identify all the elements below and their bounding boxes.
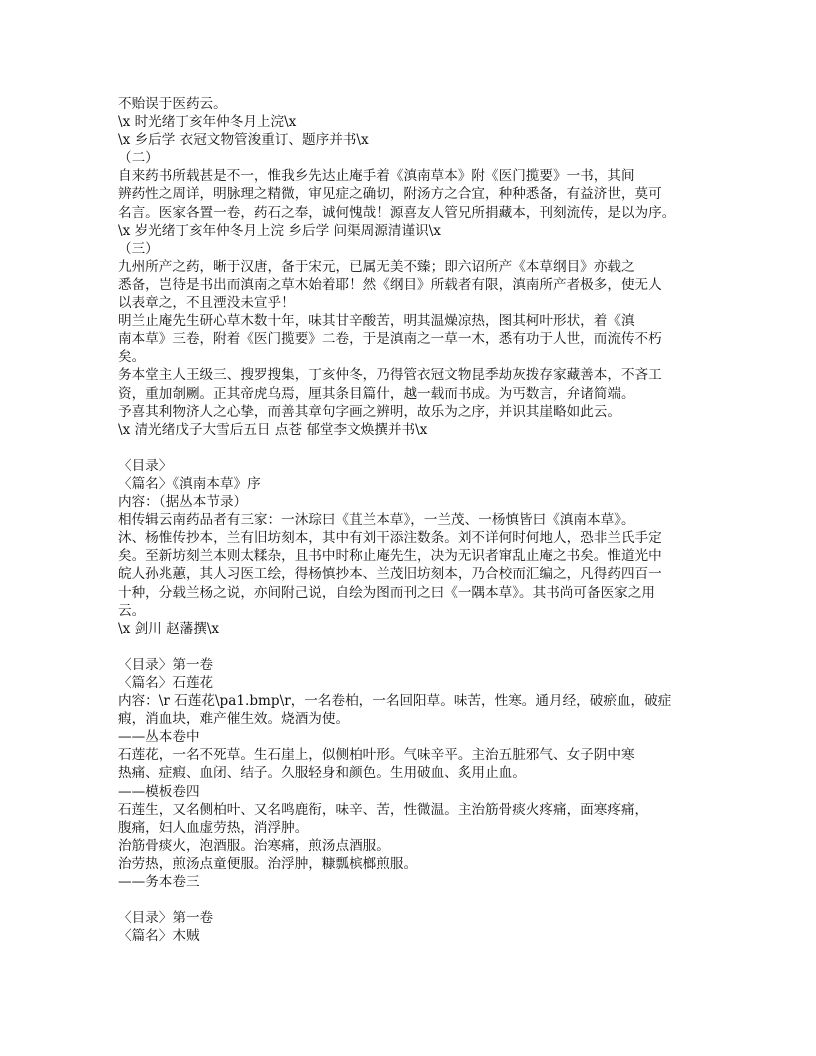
text-line: 以表章之，不且湮没未宣乎！: [118, 295, 295, 312]
date-line: \x 时光绪丁亥年仲冬月上浣\x: [118, 114, 297, 131]
text-line: 十种，分载兰杨之说，亦间附己说，自绘为图而刊之曰《一隅本草》。其书尚可备医家之用: [118, 584, 655, 601]
source-citation: ——模板卷四: [118, 783, 200, 800]
catalog-tag: 〈目录〉第一卷: [118, 656, 214, 673]
source-citation: ——务本卷三: [118, 874, 200, 891]
text-line: 石莲花，一名不死草。生石崖上，似侧柏叶形。气味辛平。主治五脏邪气、女子阴中寒: [118, 747, 635, 764]
catalog-tag: 〈目录〉: [118, 457, 173, 474]
text-line: 矣。: [118, 349, 146, 366]
signature-line: \x 剑川 赵藩撰\x: [118, 620, 220, 637]
chapter-title: 〈篇名〉石莲花: [118, 675, 214, 691]
blank-line: [118, 439, 708, 457]
text-line: 矣。至新坊刻兰本则太糅杂，且书中时称止庵先生，决为无识者窜乱止庵之书矣。惟道光中: [118, 548, 662, 565]
text-line: 热痛、症瘕、血闭、结子。久服轻身和颜色。生用破血、炙用止血。: [118, 765, 526, 782]
text-line: 相传辑云南药品者有三家：一沐琮曰《苴兰本草》，一兰茂、一杨慎皆曰《滇南本草》。: [118, 512, 635, 529]
blank-line: [118, 891, 708, 909]
text-line: 务本堂主人王级三、搜罗搜集，丁亥仲冬，乃得管衣冠文物昆季劫灰拨存家藏善本，不吝工: [118, 367, 662, 384]
section-heading: （二）: [118, 150, 159, 167]
text-line: 治劳热，煎汤点童便服。治浮肿，糠瓢槟榔煎服。: [118, 855, 418, 872]
text-line: 悉备，岂待是书出而滇南之草木始着耶！然《纲目》所载者有限，滇南所产者极多，使无人: [118, 276, 662, 293]
chapter-title: 〈篇名〉木贼: [118, 928, 200, 945]
text-line: 瘕，消血块，难产催生效。烧酒为使。: [118, 711, 350, 728]
text-line: 九州所产之药，晰于汉唐，备于宋元，已属无美不臻；即六诏所产《本草纲目》亦载之: [118, 258, 635, 275]
signature-line: \x 岁光绪丁亥年仲冬月上浣 乡后学 问渠周源清谨识\x: [118, 222, 441, 239]
text-line: 治筋骨痰火，泡酒服。治寒痛，煎汤点酒服。: [118, 837, 390, 854]
text-line: 腹痛，妇人血虚劳热，消浮肿。: [118, 819, 309, 836]
content-label: 内容：（据丛本节录）: [118, 494, 248, 511]
text-line: 云。: [118, 602, 146, 619]
section-heading: （三）: [118, 240, 159, 257]
catalog-tag: 〈目录〉第一卷: [118, 910, 214, 927]
content-line: 内容：\r 石莲花\pa1.bmp\r，一名卷柏，一名回阳草。味苦，性寒。通月经，破瘀血，破症: [118, 693, 672, 710]
signature-line: \x 乡后学 衣冠文物管浚重订、题序并书\x: [118, 132, 369, 149]
text-line: 南本草》三卷，附着《医门揽要》二卷，于是滇南之一草一木，悉有功于人世，而流传不朽: [118, 331, 662, 348]
text-line: 皖人孙兆蕙，其人习医工绘，得杨慎抄本、兰茂旧坊刻本，乃合校而汇编之，凡得药四百一: [118, 566, 662, 583]
blank-line: [118, 638, 708, 656]
text-line: 石莲生，又名侧柏叶、又名鸣鹿衔，味辛、苦，性微温。主治筋骨痰火疼痛，面寒疼痛，: [118, 801, 649, 818]
signature-line: \x 清光绪戊子大雪后五日 点苍 郁堂李文焕撰并书\x: [118, 421, 428, 438]
chapter-title: 〈篇名〉《滇南本草》序: [118, 475, 261, 492]
text-line: 予喜其利物济人之心挚，而善其章句字画之辨明，故乐为之序，并识其崖略如此云。: [118, 403, 621, 420]
text-line: 辨药性之周详，明脉理之精微，审见症之确切，附汤方之合宜，种种悉备，有益济世，莫可: [118, 186, 662, 203]
text-line: 资，重加剞劂。正其帝虎乌焉，厘其条目篇什，越一载而书成。为丐数言，弁诸简端。: [118, 385, 635, 402]
text-line: 名言。医家各置一卷，药石之奉，诚何愧哉！源喜友人管兄所捐藏本，刊刻流传，是以为序。: [118, 204, 676, 221]
text-line: 沐、杨惟传抄本，兰有旧坊刻本，其中有刘干添注数条。刘不详何时何地人，恐非兰氏手定: [118, 530, 662, 547]
text-line: 不贻误于医药云。: [118, 96, 227, 112]
source-citation: ——丛本卷中: [118, 729, 200, 746]
document-page: [118, 95, 708, 945]
text-line: 明兰止庵先生研心草木数十年，味其甘辛酸苦，明其温燥凉热，图其柯叶形状，着《滇: [118, 313, 635, 330]
text-line: 自来药书所载甚是不一，惟我乡先达止庵手着《滇南草本》附《医门揽要》一书，其间: [118, 168, 635, 185]
